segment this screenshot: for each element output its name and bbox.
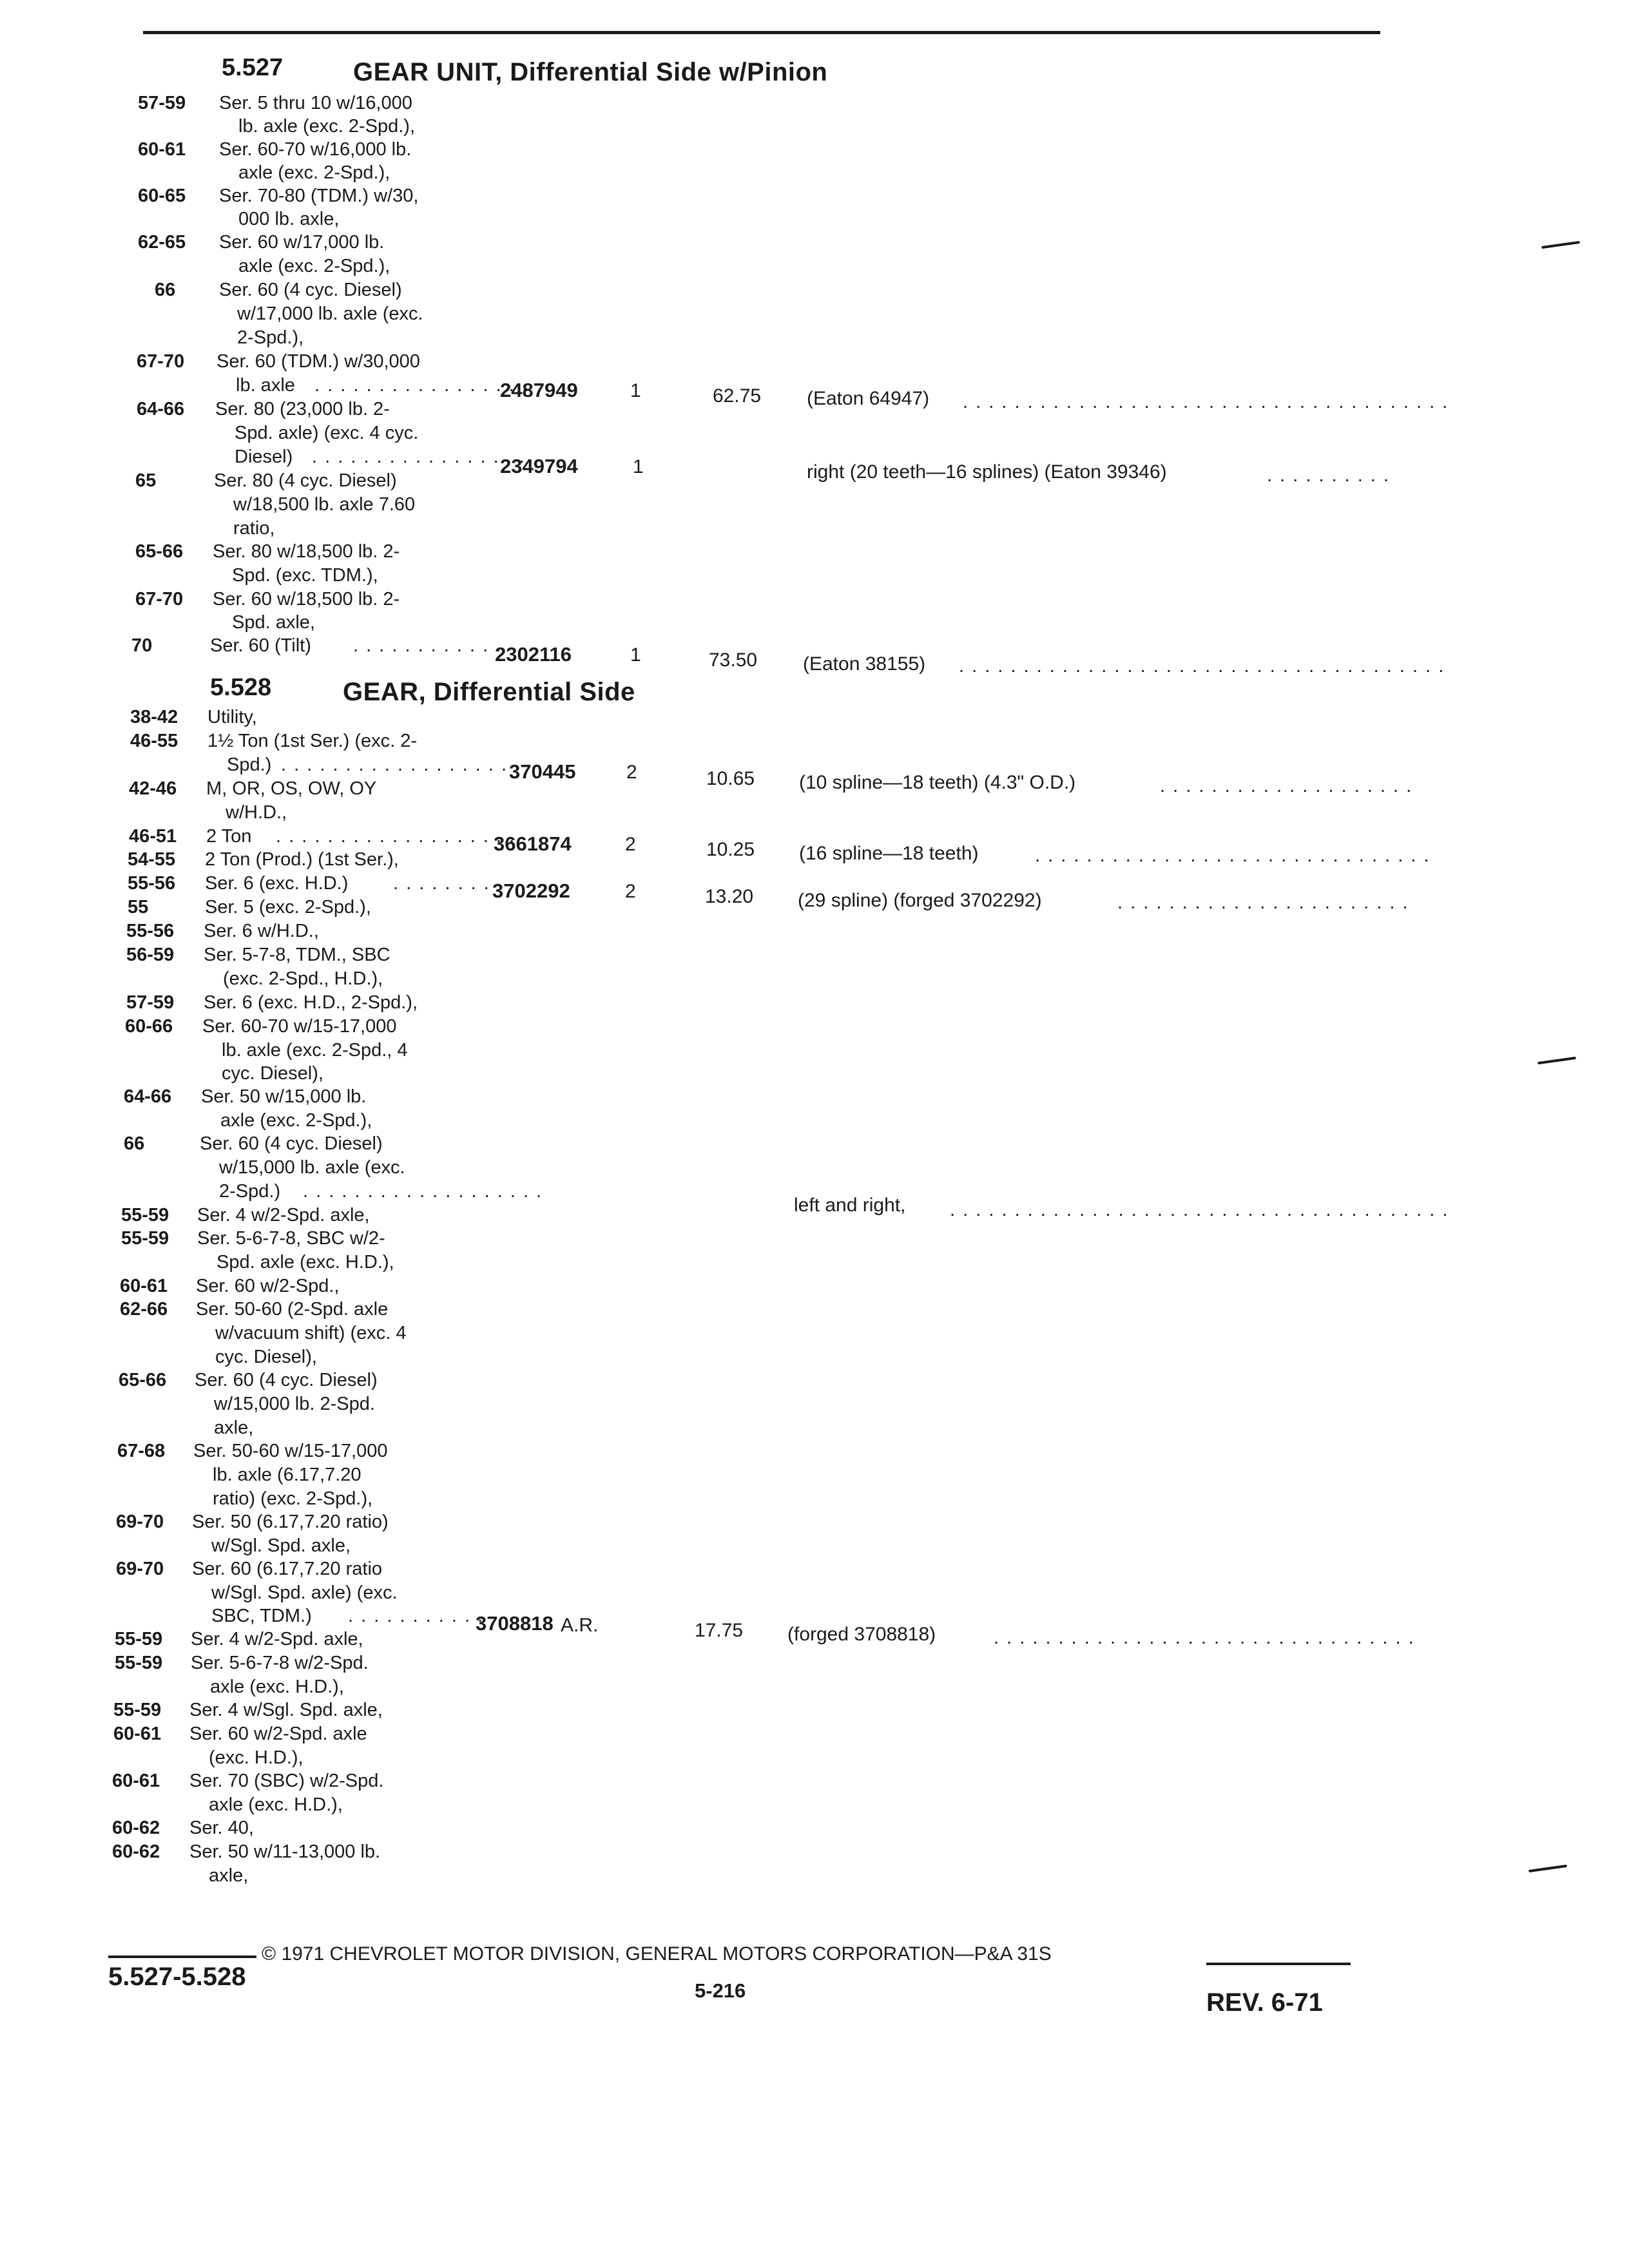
year-range: 67-68 (117, 1441, 166, 1461)
year-range: 65-66 (119, 1370, 167, 1390)
description-line: cyc. Diesel), (222, 1063, 323, 1084)
year-range: 56-59 (126, 945, 175, 965)
description-line: w/Sgl. Spd. axle) (exc. (211, 1582, 398, 1603)
year-range: 55-56 (128, 873, 176, 894)
year-range: 57-59 (138, 93, 186, 113)
part-remark: left and right, (794, 1195, 906, 1216)
leader-dots: . . . . . . . . . . . . . . . . . . . (276, 826, 516, 847)
description-line: Ser. 60 (4 cyc. Diesel) (219, 280, 402, 300)
description-line: Ser. 60 (6.17,7.20 ratio (192, 1559, 383, 1579)
part-remark: (Eaton 64947) (807, 388, 930, 409)
description-line: w/17,000 lb. axle (exc. (237, 303, 423, 324)
description-line: Ser. 60 (TDM.) w/30,000 (217, 351, 420, 372)
description-line: Ser. 6 (exc. H.D., 2-Spd.), (204, 992, 418, 1013)
description-line: Ser. 5-7-8, TDM., SBC (204, 945, 390, 965)
description-line: Spd. axle, (232, 612, 315, 633)
year-range: 69-70 (116, 1512, 164, 1532)
leader-dots: . . . . . . . . . . . . . . . . . . . . (1160, 776, 1413, 796)
part-quantity: A.R. (561, 1615, 599, 1636)
year-range: 60-62 (112, 1841, 160, 1862)
year-range: 62-66 (120, 1299, 168, 1320)
year-range: 65-66 (135, 541, 184, 562)
description-line: w/15,000 lb. axle (exc. (219, 1157, 405, 1178)
description-line: lb. axle (236, 375, 295, 396)
description-line: Ser. 60 (4 cyc. Diesel) (195, 1370, 378, 1390)
description-line: lb. axle (exc. 2-Spd.), (238, 116, 415, 137)
year-range: 60-61 (112, 1771, 160, 1791)
description-line: Spd. axle (exc. H.D.), (217, 1252, 394, 1273)
year-range: 55 (128, 897, 149, 918)
leader-dots: . . . . . . . . . . . . . . . . . . . . . . . . . . . . . . . . . . . . . . (963, 392, 1449, 412)
description-line: Ser. 5-6-7-8 w/2-Spd. (191, 1653, 369, 1673)
description-line: axle (exc. 2-Spd.), (238, 162, 390, 183)
year-range: 60-61 (138, 139, 186, 160)
description-line: Diesel) (235, 447, 293, 467)
year-range: 62-65 (138, 232, 186, 253)
year-range: 55-59 (113, 1700, 162, 1720)
description-line: axle (exc. H.D.), (209, 1794, 343, 1815)
top-rule (143, 31, 1380, 34)
year-range: 55-59 (121, 1205, 169, 1225)
description-line: 000 lb. axle, (238, 209, 340, 229)
description-line: Ser. 6 w/H.D., (204, 921, 319, 941)
leader-dots: . . . . . . . . . . . . (353, 635, 503, 656)
part-quantity: 2 (625, 834, 636, 855)
year-range: 67-70 (137, 351, 185, 372)
leader-dots: . . . . . . . . (393, 873, 490, 894)
description-line: (exc. 2-Spd., H.D.), (223, 968, 383, 989)
part-remark: (forged 3708818) (787, 1624, 936, 1645)
part-number: 2302116 (495, 643, 572, 666)
year-range: 65 (135, 470, 157, 491)
description-line: axle (exc. H.D.), (210, 1677, 344, 1697)
year-range: 46-51 (129, 826, 177, 847)
description-line: 2 Ton (Prod.) (1st Ser.), (205, 849, 399, 870)
part-quantity: 1 (630, 380, 641, 401)
leader-dots: . . . . . . . . . . . . . . . . . (314, 375, 528, 396)
description-line: axle, (214, 1418, 254, 1438)
page-number: 5-216 (695, 1979, 746, 2002)
part-number: 3702292 (492, 879, 570, 902)
description-line: Ser. 4 w/2-Spd. axle, (191, 1629, 363, 1649)
description-line: Ser. 4 w/Sgl. Spd. axle, (189, 1700, 383, 1720)
section-number: 5.527 (222, 54, 284, 81)
year-range: 55-59 (115, 1629, 163, 1649)
description-line: w/15,000 lb. 2-Spd. (214, 1394, 375, 1414)
description-line: Utility, (207, 707, 257, 727)
year-range: 60-61 (113, 1724, 162, 1744)
description-line: axle (exc. 2-Spd.), (238, 256, 390, 276)
leader-dots: . . . . . . . . . . . . . . . . . . . . . . . . . . . . . . . . . . . . . . . (950, 1200, 1449, 1220)
part-quantity: 2 (626, 762, 637, 783)
description-line: axle (exc. 2-Spd.), (220, 1110, 372, 1131)
year-range: 60-61 (120, 1276, 168, 1296)
part-quantity: 1 (630, 644, 641, 666)
part-number: 2487949 (500, 379, 578, 401)
part-price: 10.65 (706, 768, 755, 789)
year-range: 54-55 (128, 849, 176, 870)
description-line: M, OR, OS, OW, OY (206, 778, 377, 799)
description-line: Ser. 6 (exc. H.D.) (205, 873, 349, 894)
revision-label: REV. 6-71 (1206, 1988, 1323, 2017)
year-range: 60-66 (125, 1016, 173, 1037)
description-line: Ser. 60 w/17,000 lb. (219, 232, 385, 253)
footer-rule (1206, 1963, 1351, 1965)
description-line: Ser. 80 (23,000 lb. 2- (215, 399, 390, 419)
description-line: Ser. 60 w/2-Spd. axle (189, 1724, 367, 1744)
part-number: 3661874 (494, 832, 572, 855)
part-price: 17.75 (695, 1620, 744, 1641)
leader-dots: . . . . . . . . . . . . . . . . . (312, 447, 526, 467)
part-number: 3708818 (476, 1612, 554, 1635)
description-line: Ser. 60 (Tilt) (210, 635, 311, 656)
part-number: 2349794 (500, 455, 578, 477)
description-line: Ser. 5 (exc. 2-Spd.), (205, 897, 371, 918)
description-line: 1½ Ton (1st Ser.) (exc. 2- (207, 731, 418, 751)
year-range: 55-56 (126, 921, 175, 941)
description-line: w/18,500 lb. axle 7.60 (233, 494, 416, 515)
description-line: Ser. 50-60 w/15-17,000 (193, 1441, 388, 1461)
description-line: Spd. (exc. TDM.), (232, 565, 378, 586)
leader-dots: . . . . . . . . . . . . . . . . . . . (303, 1181, 543, 1202)
year-range: 67-70 (135, 589, 184, 610)
leader-dots: . . . . . . . . . . . . . . . . . . (281, 754, 508, 775)
description-line: 2 Ton (206, 826, 252, 847)
year-range: 66 (124, 1133, 145, 1154)
part-remark: (29 spline) (forged 3702292) (798, 890, 1042, 911)
description-line: Ser. 80 (4 cyc. Diesel) (214, 470, 397, 491)
part-remark: right (20 teeth—16 splines) (Eaton 39346) (807, 461, 1167, 483)
year-range: 66 (155, 280, 176, 300)
part-number: 370445 (509, 760, 576, 783)
description-line: Ser. 60-70 w/15-17,000 (202, 1016, 397, 1037)
footer-copyright: © 1971 CHEVROLET MOTOR DIVISION, GENERAL MOTORS CORPORATION—P&A 31S (262, 1943, 1052, 1965)
description-line: Ser. 50 w/15,000 lb. (201, 1086, 367, 1107)
part-price: 73.50 (709, 649, 758, 671)
part-price: 13.20 (705, 886, 754, 907)
leader-dots: . . . . . . . . . . . . . . . . . . . . . . . (1117, 892, 1409, 913)
year-range: 64-66 (124, 1086, 172, 1107)
description-line: Ser. 5-6-7-8, SBC w/2- (197, 1228, 385, 1249)
part-price: 62.75 (713, 385, 762, 407)
description-line: Ser. 60 (4 cyc. Diesel) (200, 1133, 383, 1154)
description-line: Ser. 50 w/11-13,000 lb. (189, 1841, 381, 1862)
section-title: GEAR, Differential Side (343, 678, 635, 706)
year-range: 38-42 (130, 707, 178, 727)
description-line: Ser. 40, (189, 1818, 254, 1838)
section-number: 5.528 (210, 674, 272, 701)
description-line: ratio) (exc. 2-Spd.), (213, 1488, 373, 1509)
leader-dots: . . . . . . . . . . (1267, 465, 1391, 486)
description-line: 2-Spd.) (219, 1181, 281, 1202)
description-line: Spd.) (227, 754, 272, 775)
description-line: w/vacuum shift) (exc. 4 (215, 1323, 407, 1343)
description-line: cyc. Diesel), (215, 1347, 317, 1367)
margin-mark (1537, 1057, 1576, 1064)
description-line: Ser. 80 w/18,500 lb. 2- (213, 541, 400, 562)
description-line: w/H.D., (226, 802, 287, 823)
description-line: Ser. 50 (6.17,7.20 ratio) (192, 1512, 389, 1532)
part-quantity: 1 (633, 456, 644, 477)
leader-dots: . . . . . . . . . . . (348, 1606, 485, 1626)
description-line: Ser. 4 w/2-Spd. axle, (197, 1205, 370, 1225)
part-remark: (Eaton 38155) (803, 653, 926, 675)
description-line: (exc. H.D.), (209, 1747, 304, 1768)
margin-mark (1528, 1865, 1567, 1872)
year-range: 55-59 (121, 1228, 169, 1249)
description-line: ratio, (233, 518, 275, 539)
description-line: Spd. axle) (exc. 4 cyc. (235, 423, 419, 443)
description-line: lb. axle (6.17,7.20 (213, 1465, 361, 1485)
description-line: Ser. 5 thru 10 w/16,000 (219, 93, 412, 113)
part-remark: (10 spline—18 teeth) (4.3" O.D.) (799, 772, 1076, 793)
margin-mark (1541, 241, 1580, 249)
description-line: Ser. 60 w/18,500 lb. 2- (213, 589, 400, 610)
year-range: 55-59 (115, 1653, 163, 1673)
description-line: SBC, TDM.) (211, 1606, 312, 1626)
description-line: Ser. 50-60 (2-Spd. axle (196, 1299, 389, 1320)
footer-rule (108, 1956, 256, 1958)
description-line: lb. axle (exc. 2-Spd., 4 (222, 1040, 408, 1061)
description-line: Ser. 60 w/2-Spd., (196, 1276, 340, 1296)
part-quantity: 2 (625, 881, 636, 902)
part-remark: (16 spline—18 teeth) (799, 843, 979, 864)
leader-dots: . . . . . . . . . . . . . . . . . . . . . . . . . . . . . . . . . (994, 1628, 1415, 1648)
year-range: 69-70 (116, 1559, 164, 1579)
year-range: 57-59 (126, 992, 175, 1013)
description-line: 2-Spd.), (237, 327, 304, 348)
year-range: 42-46 (129, 778, 177, 799)
year-range: 60-62 (112, 1818, 160, 1838)
year-range: 64-66 (137, 399, 185, 419)
description-line: Ser. 70 (SBC) w/2-Spd. (189, 1771, 384, 1791)
year-range: 60-65 (138, 186, 186, 206)
leader-dots: . . . . . . . . . . . . . . . . . . . . . . . . . . . . . . . (1035, 845, 1431, 866)
footer-section-range: 5.527-5.528 (108, 1963, 246, 1991)
leader-dots: . . . . . . . . . . . . . . . . . . . . . . . . . . . . . . . . . . . . . . (959, 656, 1445, 677)
description-line: Ser. 60-70 w/16,000 lb. (219, 139, 412, 160)
description-line: w/Sgl. Spd. axle, (211, 1535, 351, 1556)
section-title: GEAR UNIT, Differential Side w/Pinion (353, 58, 828, 86)
description-line: Ser. 70-80 (TDM.) w/30, (219, 186, 419, 206)
part-price: 10.25 (706, 839, 755, 860)
year-range: 46-55 (130, 731, 178, 751)
year-range: 70 (131, 635, 153, 656)
description-line: axle, (209, 1865, 249, 1886)
